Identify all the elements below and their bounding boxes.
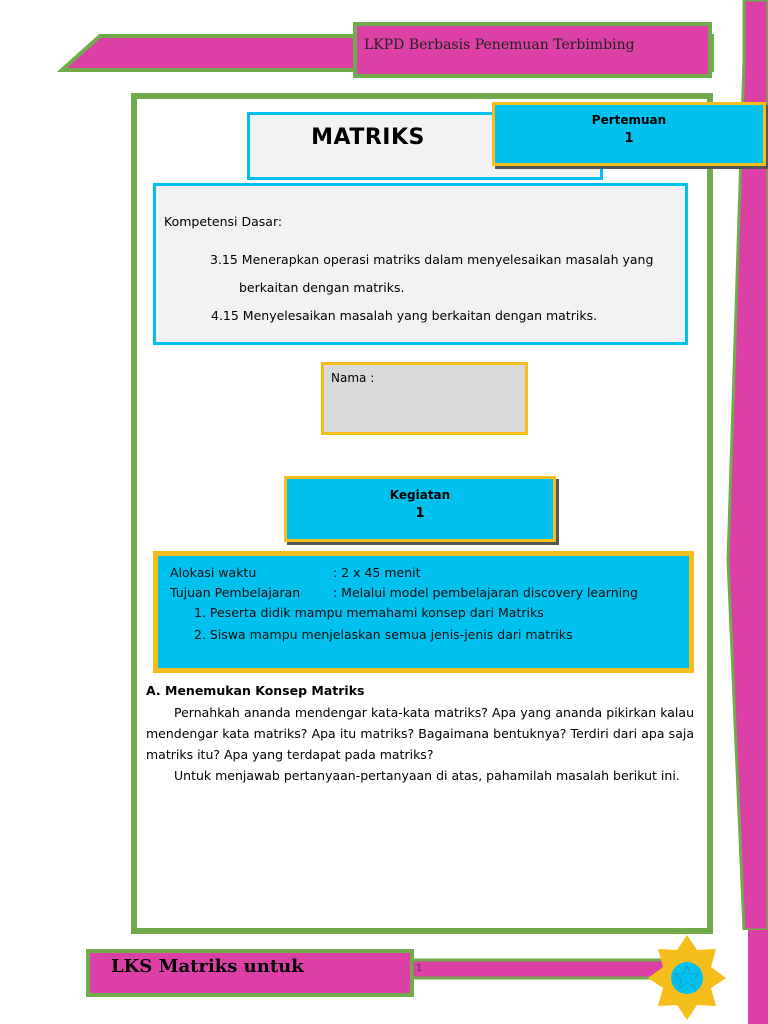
kompetensi-heading: Kompetensi Dasar: — [164, 214, 283, 229]
kegiatan-label: Kegiatan — [389, 488, 451, 502]
kompetensi-dasar-box — [153, 183, 688, 345]
section-heading: A. Menemukan Konsep Matriks — [146, 683, 365, 698]
kompetensi-item-2: 4.15 Menyelesaikan masalah yang berkaitan dengan matriks. — [211, 308, 598, 323]
page-title: MATRIKS — [311, 125, 425, 150]
pertemuan-number: 1 — [624, 131, 634, 146]
section-paragraph-1: Pernahkah ananda mendengar kata-kata matriks? Apa yang ananda pikirkan kalau mendengar kata matriks? Apa itu matriks? Bagaimana bentuknya? Terdiri dari apa saja matriks itu? Apa yang terdapat pada matriks? — [146, 705, 694, 762]
page-number: 1 — [416, 963, 423, 974]
alokasi-waktu-label: Alokasi waktu — [170, 565, 257, 580]
kompetensi-item-1: 3.15 Menerapkan operasi matriks dalam menyelesaikan masalah yang — [210, 252, 654, 267]
section-paragraph-2: Untuk menjawab pertanyaan-pertanyaan di atas, pahamilah masalah berikut ini. — [174, 768, 680, 783]
pertemuan-tag — [492, 102, 766, 166]
tujuan-label: Tujuan Pembelajaran — [170, 585, 301, 600]
tujuan-value: : Melalui model pembelajaran discovery learning — [333, 585, 638, 600]
goal-item-1: 1. Peserta didik mampu memahami konsep dari Matriks — [194, 605, 544, 620]
nama-field[interactable] — [321, 362, 528, 435]
header-title: LKPD Berbasis Penemuan Terbimbing — [364, 37, 635, 53]
footer-title: LKS Matriks untuk — [111, 956, 304, 977]
nama-label: Nama : — [331, 371, 375, 385]
footer-decoration — [0, 930, 768, 1024]
alokasi-box — [153, 551, 694, 673]
kompetensi-item-1-cont: berkaitan dengan matriks. — [239, 280, 405, 295]
kegiatan-number: 1 — [415, 506, 425, 521]
kegiatan-tag — [284, 476, 556, 542]
star-badge-icon — [648, 935, 726, 1020]
alokasi-waktu-value: : 2 x 45 menit — [333, 565, 421, 580]
pertemuan-label: Pertemuan — [591, 113, 667, 127]
goal-item-2: 2. Siswa mampu menjelaskan semua jenis-jenis dari matriks — [194, 627, 573, 642]
